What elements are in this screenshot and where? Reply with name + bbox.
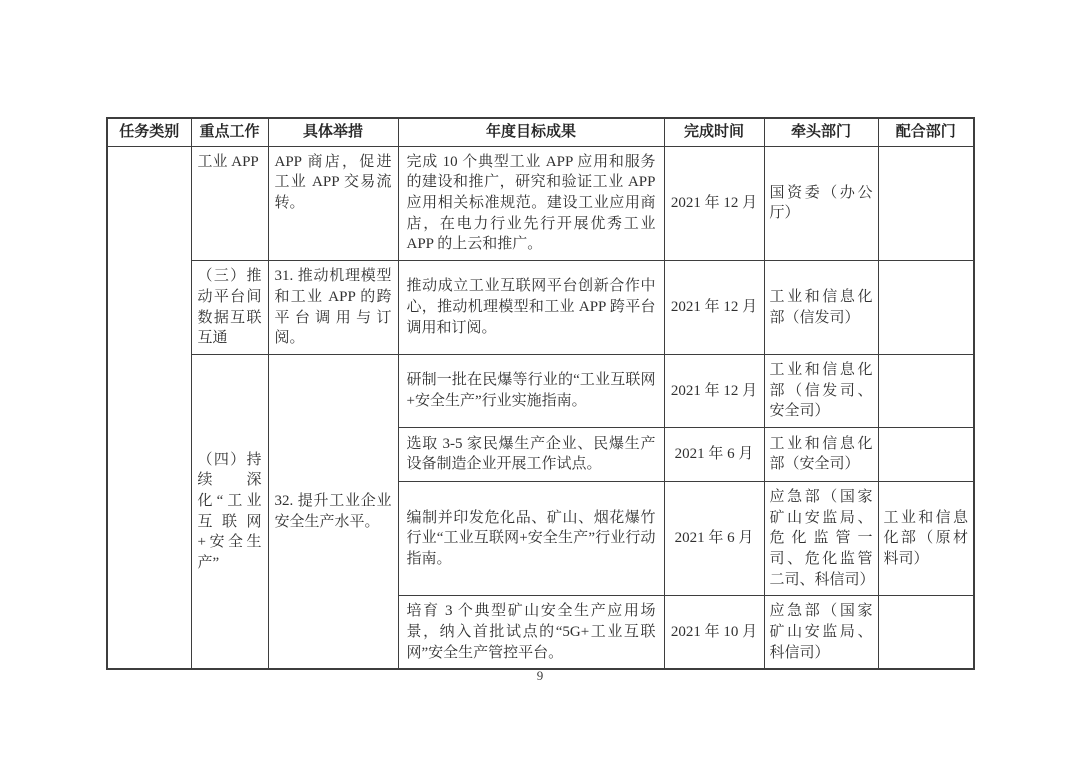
cell-task-category [107,146,191,669]
table-row [107,354,974,427]
cell-support-row6 [878,596,974,670]
cell-target-row5: 编制并印发危化品、矿山、烟花爆竹行业“工业互联网+安全生产”行业行动指南。 [398,481,664,595]
cell-deadline-row3: 2021 年 12 月 [664,354,764,427]
cell-support-row1 [878,146,974,260]
cell-key-work-group3: （三）推动平台间数据互联互通 [191,261,268,355]
header-deadline: 完成时间 [664,118,764,146]
table-header-row [107,118,974,146]
cell-deadline-row2: 2021 年 12 月 [664,261,764,355]
cell-deadline-row4: 2021 年 6 月 [664,427,764,481]
cell-target-row6: 培育 3 个典型矿山安全生产应用场景，纳入首批试点的“5G+工业互联网”安全生产管控平台。 [398,596,664,670]
header-key-work: 重点工作 [191,118,268,146]
header-lead-dept: 牵头部门 [764,118,878,146]
cell-lead-row6: 应急部（国家矿山安监局、科信司） [764,596,878,670]
cell-support-row3 [878,354,974,427]
header-task-category: 任务类别 [107,118,191,146]
cell-target-row2: 推动成立工业互联网平台创新合作中心，推动机理模型和工业 APP 跨平台调用和订阅。 [398,261,664,355]
cell-target-row3: 研制一批在民爆等行业的“工业互联网+安全生产”行业实施指南。 [398,354,664,427]
cell-key-work-industrial-app: 工业 APP [191,146,268,260]
cell-lead-row4: 工业和信息化部（安全司） [764,427,878,481]
cell-key-work-group4: （四）持续深化“工业互联网+安全生产” [191,354,268,669]
cell-lead-row3: 工业和信息化部（信发司、安全司） [764,354,878,427]
cell-support-row5: 工业和信息化部（原材料司） [878,481,974,595]
cell-lead-row2: 工业和信息化部（信发司） [764,261,878,355]
cell-target-row4: 选取 3-5 家民爆生产企业、民爆生产设备制造企业开展工作试点。 [398,427,664,481]
header-measures: 具体举措 [268,118,398,146]
cell-measure-32: 32. 提升工业企业安全生产水平。 [268,354,398,669]
header-annual-target: 年度目标成果 [398,118,664,146]
table-row [107,261,974,355]
header-support-dept: 配合部门 [878,118,974,146]
cell-lead-row1: 国资委（办公厅） [764,146,878,260]
cell-measure-app-store: APP 商店，促进工业 APP 交易流转。 [268,146,398,260]
page-number: 9 [536,668,544,683]
table-row [107,146,974,260]
task-table [106,117,975,670]
cell-target-row1: 完成 10 个典型工业 APP 应用和服务的建设和推广，研究和验证工业 APP 应用相关标准规范。建设工业应用商店，在电力行业先行开展优秀工业 APP 的上云和推广。 [398,146,664,260]
cell-measure-31: 31. 推动机理模型和工业 APP 的跨平台调用与订阅。 [268,261,398,355]
cell-deadline-row5: 2021 年 6 月 [664,481,764,595]
cell-support-row2 [878,261,974,355]
cell-deadline-row6: 2021 年 10 月 [664,596,764,670]
cell-deadline-row1: 2021 年 12 月 [664,146,764,260]
cell-support-row4 [878,427,974,481]
cell-lead-row5: 应急部（国家矿山安监局、危化监管一司、危化监管二司、科信司） [764,481,878,595]
